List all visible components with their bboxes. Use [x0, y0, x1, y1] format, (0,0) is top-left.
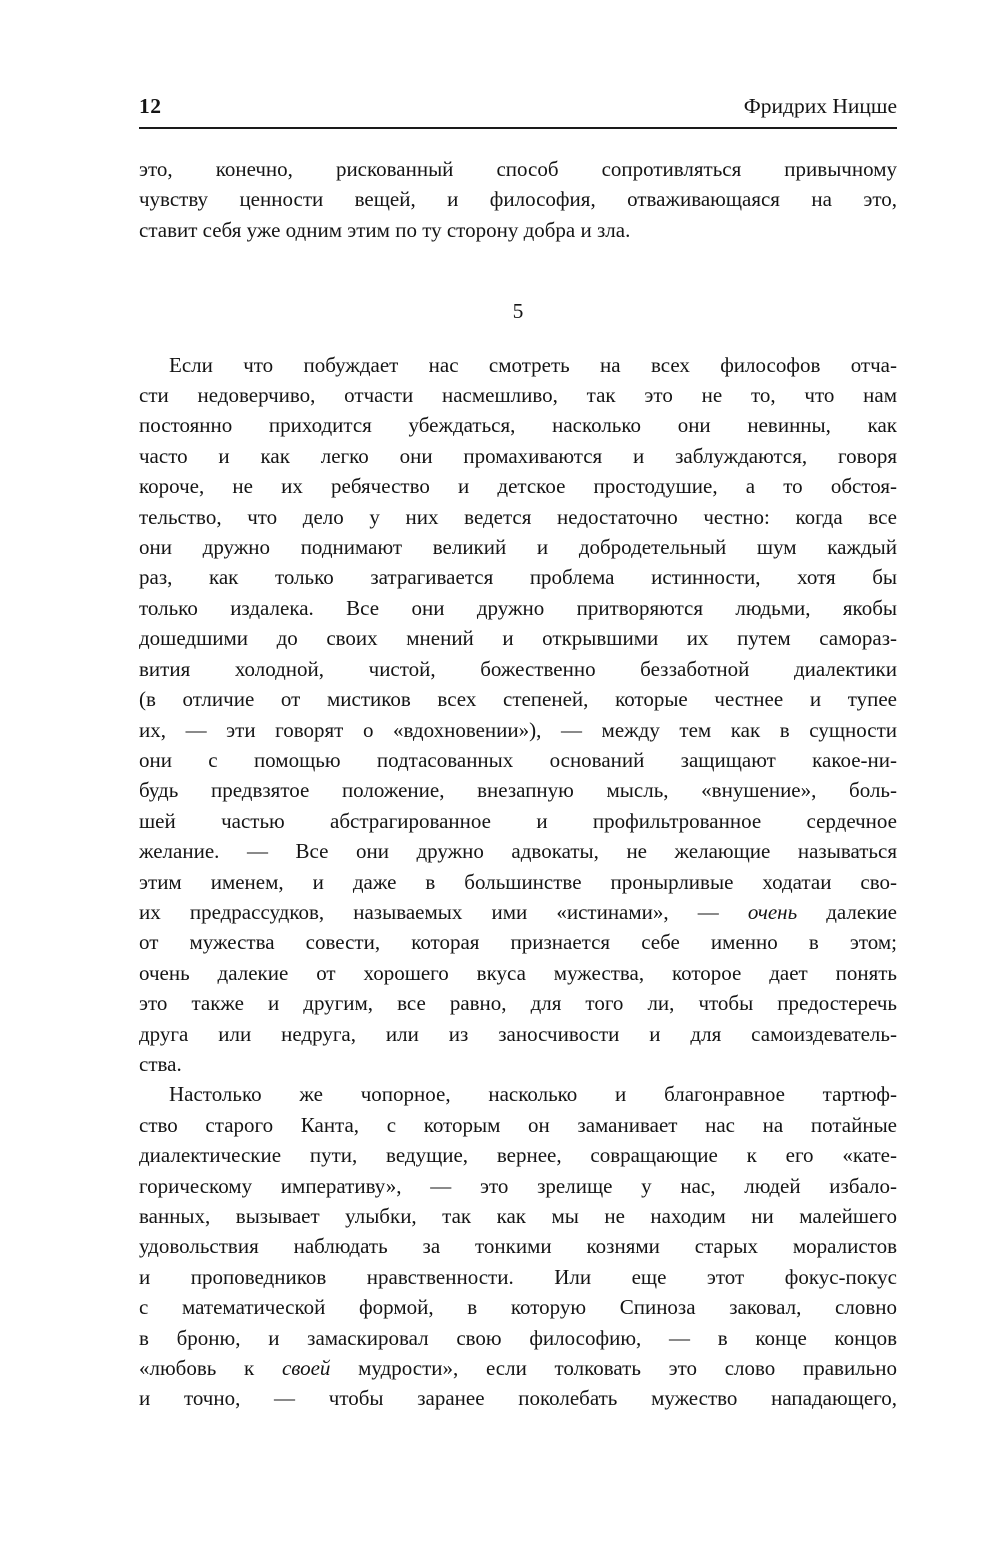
page-number: 12 — [139, 94, 162, 118]
text-line: Если что побуждает нас смотреть на всех философов отча- — [169, 352, 897, 377]
text-line: их предрассудков, называемых ими «истинами», — очень далекие — [139, 899, 897, 924]
section-number: 5 — [512, 299, 524, 324]
text-line: диалектические пути, ведущие, вернее, совращающие к его «кате- — [139, 1143, 897, 1168]
text-line: раз, как только затрагивается проблема истинности, хотя бы — [139, 565, 897, 590]
text-line: часто и как легко они промахиваются и заблуждаются, говоря — [139, 443, 897, 468]
text-line: сти недоверчиво, отчасти насмешливо, так это не то, что нам — [139, 383, 897, 408]
text-line: ванных, вызывает улыбки, так как мы не находим ни малейшего — [139, 1204, 897, 1228]
text-line: с математической формой, в которую Спиноза заковал, словно — [139, 1295, 897, 1320]
text-line: «любовь к своей мудрости», если толковать это слово правильно — [139, 1356, 897, 1381]
paragraph — [139, 1079, 897, 1413]
text-line: будь предвзятое положение, внезапную мысль, «внушение», боль- — [139, 778, 897, 803]
text-line: это также и другим, все равно, для того ли, чтобы предостеречь — [139, 991, 897, 1016]
text-line: их, — эти говорят о «вдохновении»), — между тем как в сущности — [139, 717, 897, 742]
text-line: желание. — Все они дружно адвокаты, не желающие называться — [139, 839, 897, 864]
text-line: шей частью абстрагированное и профильтрованное сердечное — [139, 808, 897, 833]
text-line: это, конечно, рискованный способ сопротивляться привычному — [139, 157, 897, 181]
header-rule — [139, 127, 897, 129]
text-block — [139, 154, 897, 1414]
text-line: удовольствия наблюдать за тонкими кознями старых моралистов — [139, 1234, 897, 1259]
text-line: тельство, что дело у них ведется недостаточно честно: когда все — [139, 504, 897, 529]
text-line: они дружно поднимают великий и добродетельный шум каждый — [139, 535, 897, 560]
text-line: в броню, и замаскировал свою философию, — в конце концов — [139, 1325, 897, 1350]
text-line: горическому императиву», — это зрелище у нас, людей избало- — [139, 1173, 897, 1198]
text-line: они с помощью подтасованных оснований защищают какое-ни- — [139, 747, 897, 772]
running-title: Фридрих Ницше — [743, 94, 897, 118]
paragraph — [139, 154, 897, 245]
text-line: ство старого Канта, с которым он заманивает нас на потайные — [139, 1112, 897, 1137]
text-line: постоянно приходится убеждаться, насколько они невинны, как — [139, 413, 897, 438]
paragraph — [139, 350, 897, 1080]
text-line: этим именем, и даже в большинстве пронырливые ходатаи сво- — [139, 869, 897, 894]
text-line: короче, не их ребячество и детское простодушие, а то обстоя- — [139, 474, 897, 499]
text-line: очень далекие от хорошего вкуса мужества, которое дает понять — [139, 960, 897, 985]
text-line: ставит себя уже одним этим по ту сторону добра и зла. — [139, 217, 631, 242]
text-line: друга или недруга, или из заносчивости и для самоиздеватель- — [139, 1021, 897, 1046]
text-line: и точно, — чтобы заранее поколебать мужество нападающего, — [139, 1386, 897, 1411]
text-line: (в отличие от мистиков всех степеней, которые честнее и тупее — [139, 687, 897, 712]
text-line: вития холодной, чистой, божественно беззаботной диалектики — [139, 656, 897, 681]
text-line: чувству ценности вещей, и философия, отваживающаяся на это, — [139, 187, 897, 212]
page-header — [139, 94, 897, 118]
text-line: только издалека. Все они дружно притворяются людьми, якобы — [139, 595, 897, 620]
text-line: Настолько же чопорное, насколько и благонравное тартюф- — [169, 1082, 897, 1107]
text-line: ства. — [139, 1051, 182, 1076]
text-line: и проповедников нравственности. Или еще этот фокус-покус — [139, 1264, 897, 1289]
text-line: дошедшими до своих мнений и открывшими их путем самораз- — [139, 626, 897, 651]
text-line: от мужества совести, которая признается себе именно в этом; — [139, 930, 897, 955]
